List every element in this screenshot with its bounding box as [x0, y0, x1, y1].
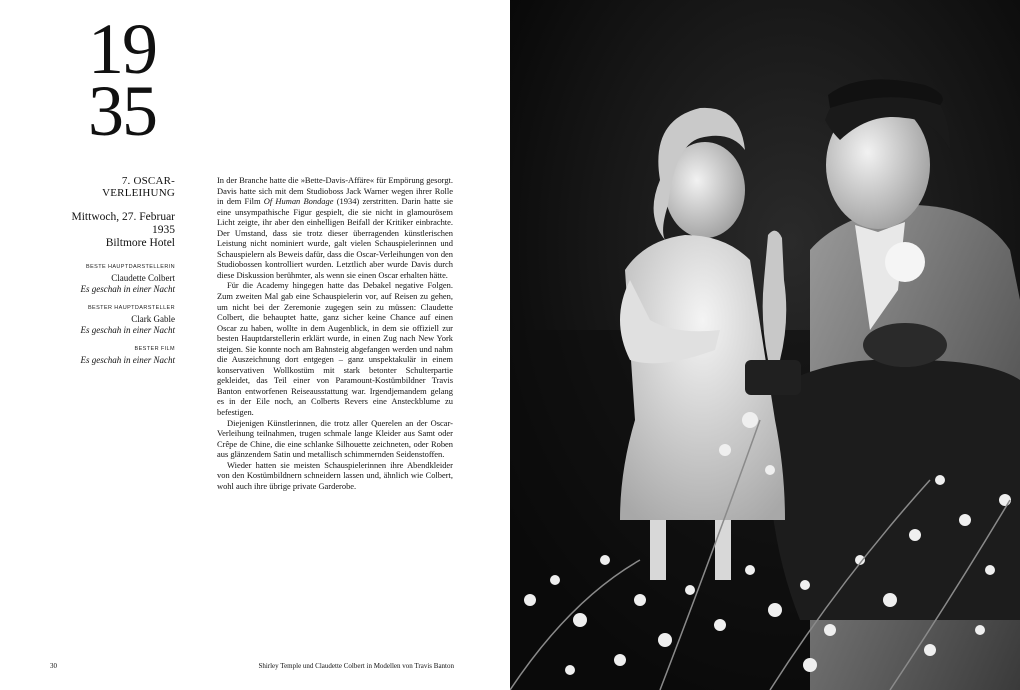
- award-sidebar: [50, 175, 175, 366]
- award-film: Es geschah in einer Nacht: [80, 325, 175, 335]
- paragraph: [217, 175, 453, 280]
- paragraph: Diejenigen Künstlerinnen, die trotz aller Querelen an der Oscar-Verleihung teilnahmen, trugen schmale lange Kleider aus Samt oder Crêpe de Chine, die eine schlanke Silhouette zeichneten, oder Roben aus glänzendem Satin und metallisch schimmernden Seidenstoffen.: [217, 417, 453, 460]
- corsage: [885, 242, 925, 282]
- ceremony-date-location: [50, 211, 175, 250]
- ceremony-title: 7. OSCAR-VERLEIHUNG: [102, 175, 175, 199]
- page-number: 30: [50, 662, 57, 670]
- award-category: BESTE HAUPTDARSTELLERIN: [86, 264, 175, 270]
- year-line-2: 35: [88, 71, 156, 151]
- award-film: Es geschah in einer Nacht: [80, 355, 175, 365]
- ceremony-date: Mittwoch, 27. Februar 1935: [71, 211, 175, 236]
- award-winner: Clark Gable: [131, 314, 175, 324]
- award-winner: Claudette Colbert: [111, 273, 175, 283]
- paragraph: Für die Academy hingegen hatte das Debakel negative Folgen. Zum zweiten Mal gab eine Schauspielerin vor, auf Reisen zu gehen, um nicht bei der Zeremonie zugegen sein zu müssen: Claudette Colbert, die behauptet hatte, ganz sicher keine Chance auf einen Oscar zu haben, wollte in dem Augenblick, in dem sie offiziell zur besten Hauptdarstellerin erklärt wurde, in einen Zug nach New York steigen. Sie konnte noch am Bahnsteig abgefangen werden und nahm die Auszeichnung dort entgegen – ganz unspektakulär in einem konservativen Wollkostüm mit stark betonter Schulterpartie gekleidet, das Teil einer von Paramount-Kostümbildner Travis Banton entworfenen Reiseausstattung war. Irgendjemandem gelang es in der Eile noch, an Colberts Revers eine Ansteckblume zu befestigen.: [217, 280, 453, 418]
- award-entry: [50, 264, 175, 295]
- year-heading: [88, 9, 156, 151]
- body-text: [217, 175, 453, 491]
- award-category: BESTER FILM: [134, 346, 175, 352]
- award-entry: [50, 346, 175, 366]
- photograph: [510, 0, 1020, 690]
- paragraph-text: In der Branche hatte die »Bette-Davis-Affäre« für Empörung gesorgt. Davis hatte sich mit dem Studioboss Jack Warner wegen ihrer Rolle in dem Film: [217, 175, 453, 207]
- award-entry: [50, 305, 175, 336]
- oscar-base: [745, 360, 801, 395]
- handbag: [863, 323, 947, 367]
- award-film: Es geschah in einer Nacht: [80, 284, 175, 294]
- girl-leg: [650, 520, 666, 580]
- film-title: Of Human Bondage: [263, 196, 334, 207]
- girl-leg: [715, 520, 731, 580]
- year-line-1: 19: [88, 9, 156, 89]
- paragraph-text: (1934) zerstritten. Darin hatte sie eine unsympathische Figur gespielt, die sie nicht in glamourösem Licht zeigte, ihr aber den einhelligen Beifall der Kritiker einbrachte. Der Umstand, dass sie trotz dieser überragenden künstlerischen Leistung nicht nominiert wurde, galt vielen Schauspielerinnen und Schauspielern als Beweis dafür, dass die Oscar-Verleihungen von den Studiobossen kontrolliert wurden. Letztlich aber wurde Davis durch diese Diskussion berühmter, als wenn sie einen Oscar erhalten hätte.: [217, 196, 453, 280]
- ceremony-location: Biltmore Hotel: [105, 237, 175, 249]
- photo-caption: Shirley Temple und Claudette Colbert in Modellen von Travis Banton: [258, 662, 454, 670]
- paragraph: Wieder hatten sie meisten Schauspielerinnen ihre Abendkleider von den Kostümbildnern schneidern lassen und, ähnlich wie Colbert, wohl auch ihre übrige private Garderobe.: [217, 459, 453, 491]
- award-category: BESTER HAUPTDARSTELLER: [87, 305, 175, 311]
- photo-illustration: [510, 0, 1020, 690]
